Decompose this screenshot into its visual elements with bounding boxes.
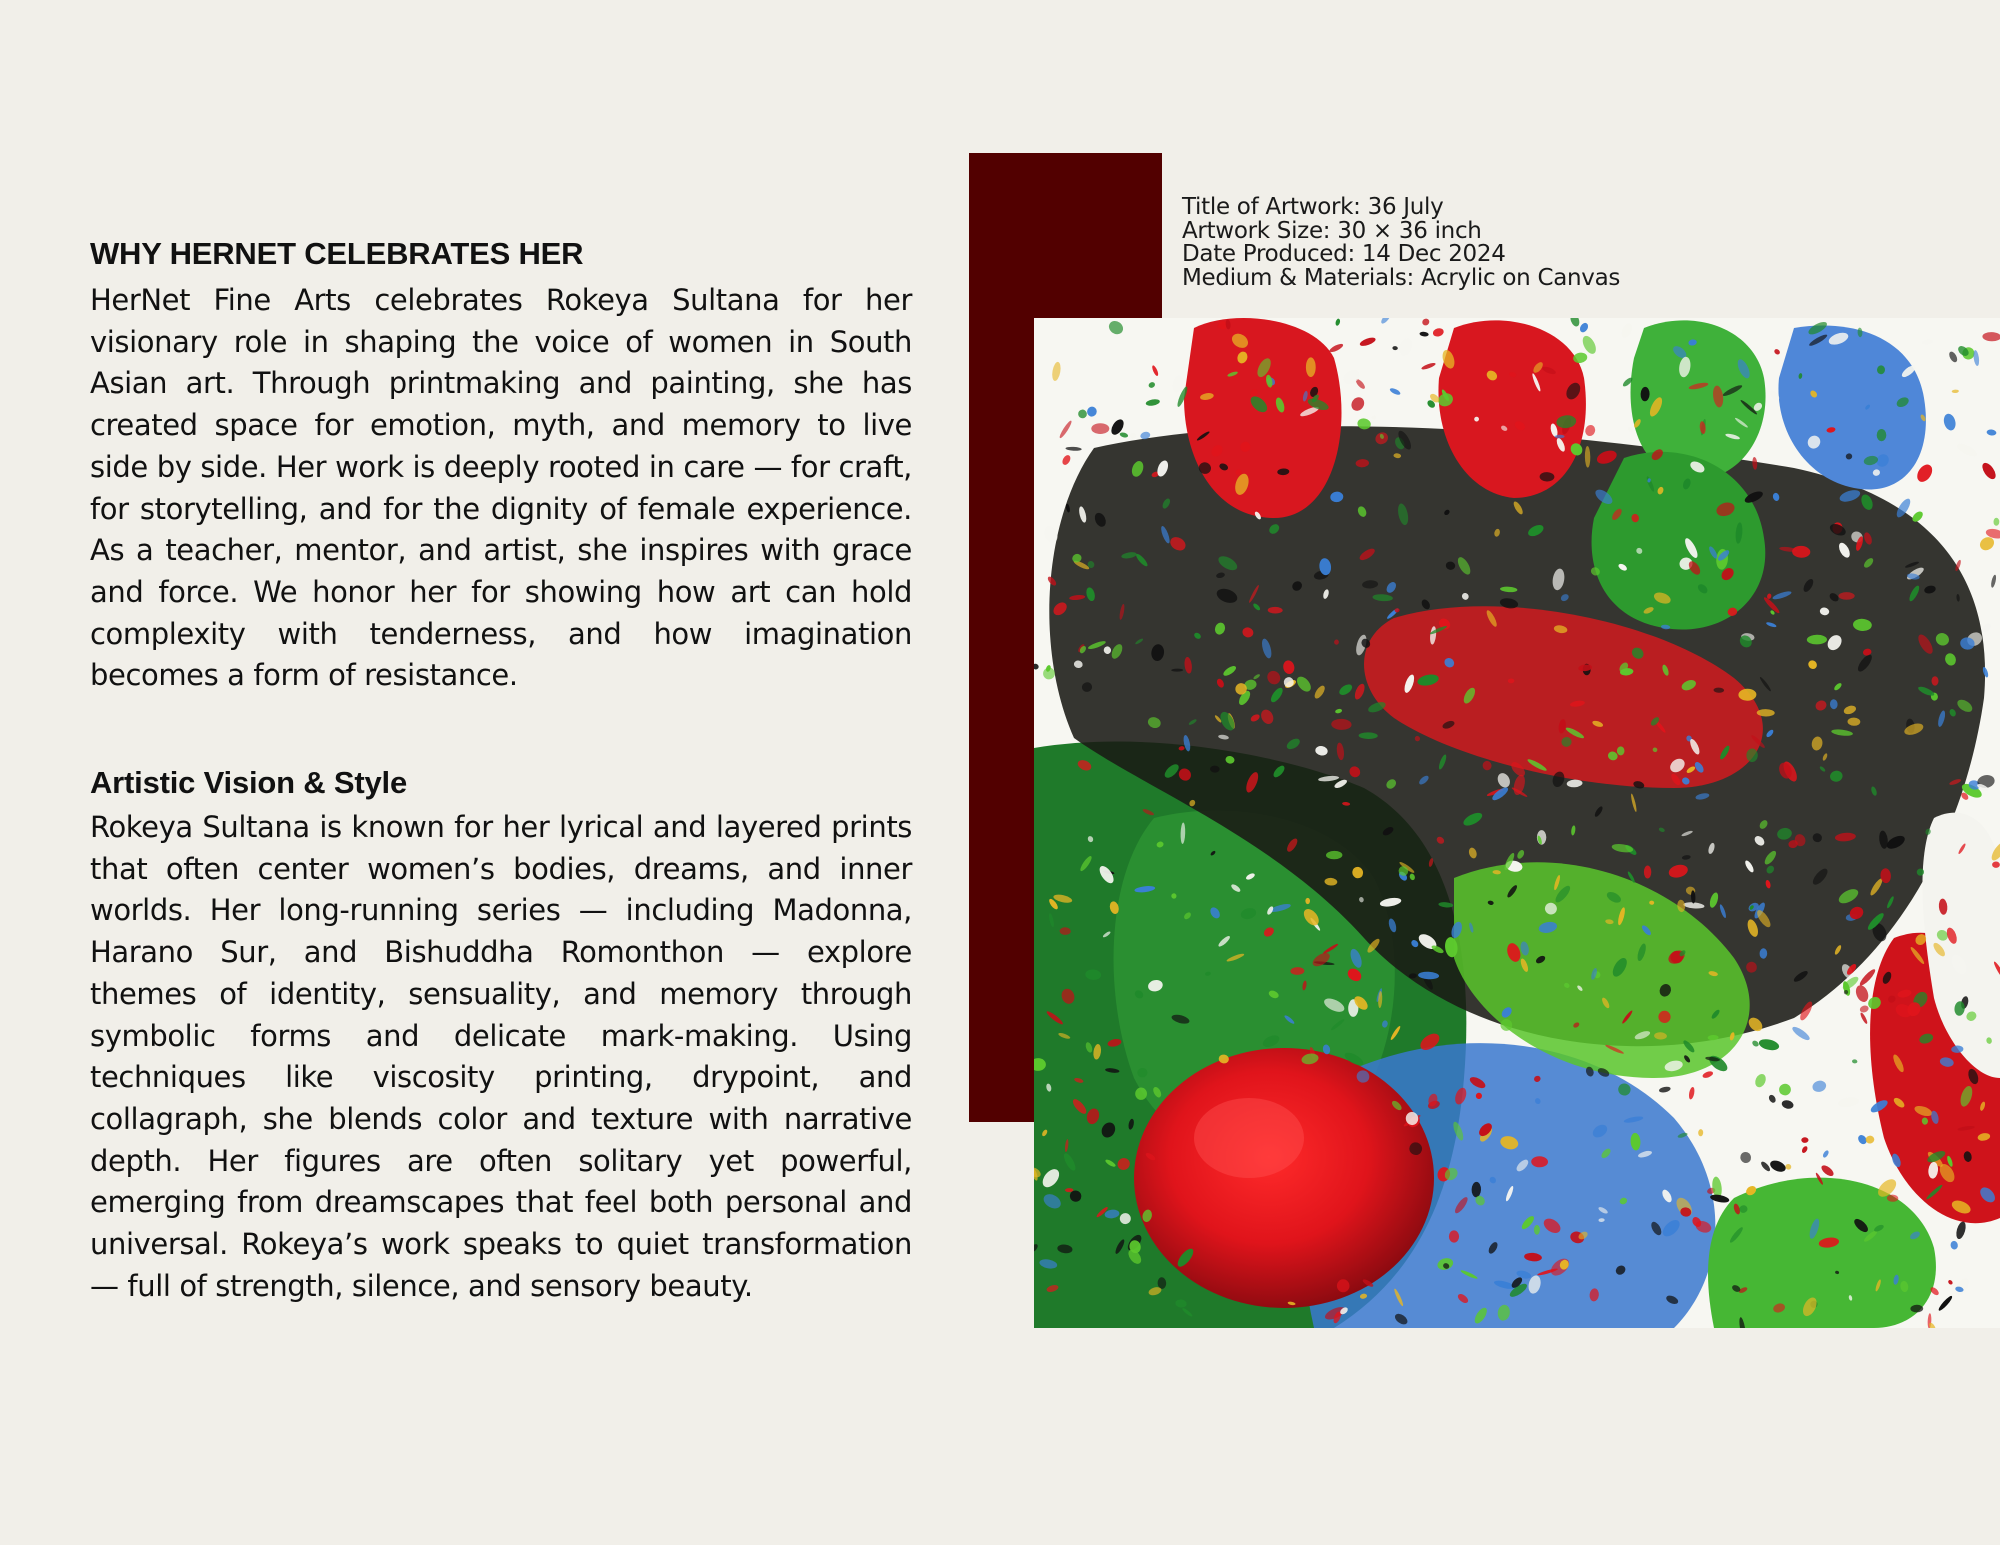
paint-dab	[1644, 866, 1651, 879]
paint-dab	[1306, 357, 1316, 377]
red-orb	[1134, 1048, 1434, 1308]
artwork-title-line: Title of Artwork: 36 July	[1182, 194, 1444, 220]
paint-dab	[1091, 423, 1109, 434]
paint-dab	[1932, 676, 1939, 685]
artwork-medium-line: Medium & Materials: Acrylic on Canvas	[1182, 264, 1621, 291]
painting-canvas	[1034, 318, 2000, 1328]
paint-dab	[1839, 592, 1855, 600]
artwork-info	[1182, 196, 1620, 290]
section-title-artistic-vision: Artistic Vision & Style	[90, 765, 407, 800]
paint-dab	[1135, 1088, 1147, 1100]
artwork-size-line: Artwork Size: 30 × 36 inch	[1182, 217, 1482, 244]
paint-dab	[1534, 1225, 1540, 1235]
artwork-date-line: Date Produced: 14 Dec 2024	[1182, 241, 1506, 267]
paint-dab	[1305, 898, 1310, 904]
paint-dab	[1877, 429, 1887, 441]
red-orb-highlight	[1194, 1098, 1304, 1178]
section-body-artistic-vision: Rokeya Sultana is known for her lyrical and layered prints that often center women’s bodies, dreams, and inner worlds. Her long-running series — including Madonna, Harano Sur, and Bishuddha Romonthon — explore themes of identity, sensuality, and memory through symbolic forms and delicate mark-making. Using techniques like viscosity printing, drypoint, and collagraph, she blends color and texture with narrative depth. Her figures are often solitary yet powerful, emerging from dreamscapes that feel both personal and universal. Rokeya’s work speaks to quiet transformation — full of strength, silence, and sensory beauty.	[90, 810, 912, 1303]
artwork-painting	[1034, 318, 2000, 1328]
section-title-why-hernet: WHY HERNET CELEBRATES HER	[90, 236, 584, 271]
section-body-why-hernet: HerNet Fine Arts celebrates Rokeya Sultana for her visionary role in shaping the voice of women in South Asian art. Through printmaking and painting, she has created space for emotion, myth, and memory to live side by side. Her work is deeply rooted in care — for craft, for storytelling, and for the dignity of female experience. As a teacher, mentor, and artist, she inspires with grace and force. We honor her for showing how art can hold complexity with tenderness, and how imagination becomes a form of resistance.	[90, 283, 912, 693]
